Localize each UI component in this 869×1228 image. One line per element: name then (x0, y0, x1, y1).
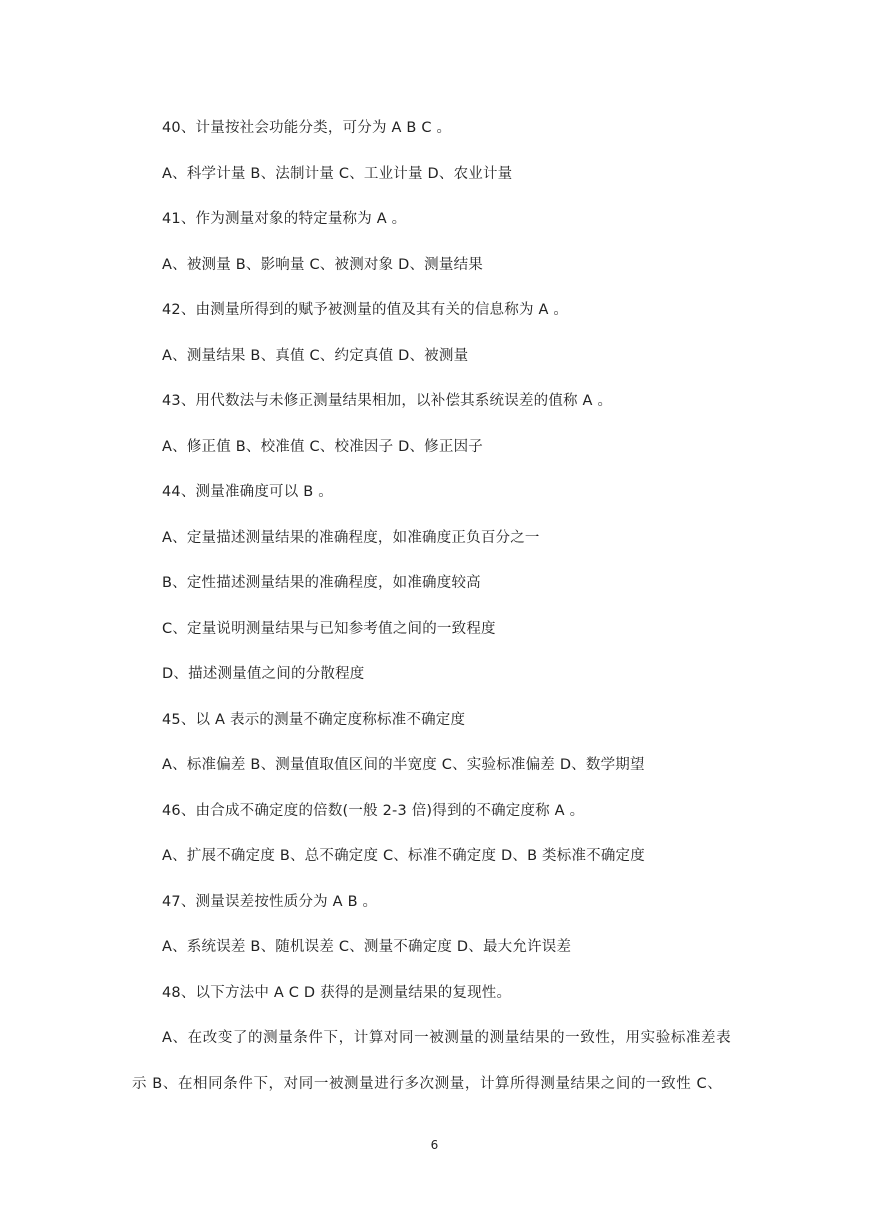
question-47: 47、测量误差按性质分为 A B 。 (162, 893, 378, 910)
question-list (132, 116, 744, 1107)
options-43: A、修正值 B、校准值 C、校准因子 D、修正因子 (162, 438, 483, 455)
option-44-b: B、定性描述测量结果的准确程度，如准确度较高 (162, 575, 481, 591)
question-41: 41、作为测量对象的特定量称为 A 。 (162, 211, 407, 227)
page-number: 6 (430, 1138, 439, 1152)
options-48-paragraph: A、在改变了的测量条件下，计算对同一被测量的测量结果的一致性，用实验标准差表示 B、在相同条件下，对同一被测量进行多次测量，计算所得测量结果之间的一致性 C、 (132, 1030, 732, 1092)
question-42: 42、由测量所得到的赋予被测量的值及其有关的信息称为 A 。 (162, 302, 569, 318)
question-45: 45、以 A 表示的测量不确定度称标准不确定度 (162, 711, 466, 728)
option-44-a: A、定量描述测量结果的准确程度，如准确度正负百分之一 (162, 529, 540, 546)
options-46: A、扩展不确定度 B、总不确定度 C、标准不确定度 D、B 类标准不确定度 (162, 848, 645, 864)
options-47: A、系统误差 B、随机误差 C、测量不确定度 D、最大允许误差 (162, 939, 572, 955)
options-41: A、被测量 B、影响量 C、被测对象 D、测量结果 (162, 256, 483, 273)
options-45: A、标准偏差 B、测量值取值区间的半宽度 C、实验标准偏差 D、数学期望 (162, 757, 645, 773)
option-44-d: D、描述测量值之间的分散程度 (162, 666, 365, 682)
question-43: 43、用代数法与未修正测量结果相加，以补偿其系统误差的值称 A 。 (162, 393, 613, 409)
options-40: A、科学计量 B、法制计量 C、工业计量 D、农业计量 (162, 165, 513, 182)
question-40: 40、计量按社会功能分类，可分为 A B C 。 (162, 120, 452, 136)
options-42: A、测量结果 B、真值 C、约定真值 D、被测量 (162, 347, 469, 364)
question-48: 48、以下方法中 A C D 获得的是测量结果的复现性。 (162, 984, 512, 1001)
question-46: 46、由合成不确定度的倍数(一般 2-3 倍)得到的不确定度称 A 。 (162, 802, 585, 819)
option-44-c: C、定量说明测量结果与已知参考值之间的一致程度 (162, 620, 496, 637)
question-44: 44、测量准确度可以 B 。 (162, 484, 333, 500)
